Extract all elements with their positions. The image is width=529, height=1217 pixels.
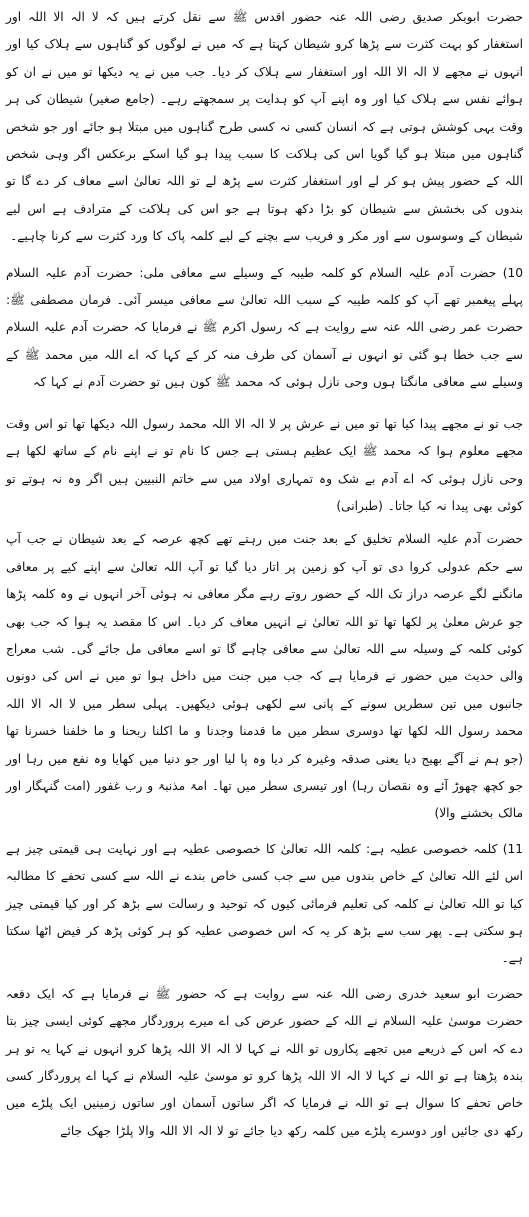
paragraph-kalima-special-gift: 11) کلمہ خصوصی عطیہ ہے: کلمہ اللہ تعالیٰ کا خصوصی عطیہ ہے اور نہایت ہی قیمتی چیز ہے اس لئے اللہ تعالیٰ کے خاص بندوں میں سے جب کسی خاص بندے نے اللہ سے کسی تحفے کا مطالبہ کیا تو اللہ تعالیٰ نے کلمہ کی تعلیم فرمائی کیوں کہ توحید و رسالت سے بڑھ کر اور کیا قیمتی چیز ہو سکتی ہے۔ پھر سب سے بڑھ کر یہ کہ اس خصوصی عطیہ کو ہر کوئی پڑھ کر فیض اٹھا سکتا ہے۔ <box>6 841 523 966</box>
paragraph-arsh-inscription: جب تو نے مجھے پیدا کیا تھا تو میں نے عرش پر لا الہ الا اللہ محمد رسول اللہ دیکھا تھا تو اس وقت مجھے معلوم ہوا کہ محمد ﷺ ایک عظیم ہستی ہے جس کا نام تو نے اپنے نام کے ساتھ لکھا ہے وحی نازل ہوئی کہ اے آدم بے شک وہ تمہاری اولاد میں سے خاتم النبیین ہیں اگر وہ نہ ہوتے تو کوئی بھی پیدا نہ کیا جاتا۔ (طبرانی) <box>6 416 523 513</box>
paragraph-adam-kalima-forgiveness: 10) حضرت آدم علیہ السلام کو کلمہ طیبہ کے وسیلے سے معافی ملی: حضرت آدم علیہ السلام پہلے پیغمبر تھے آپ کو کلمہ طیبہ کے سبب اللہ تعالیٰ سے معافی میسر آئی۔ فرمان مصطفی ﷺ: حضرت عمر رضی اللہ عنہ سے روایت ہے کہ رسول اکرم ﷺ نے فرمایا کہ حضرت آدم علیہ السلام سے جب خطا ہو گئی تو انہوں نے آسمان کی طرف منہ کر کے کہا کہ اے اللہ میں محمد ﷺ کے وسیلے سے معافی مانگتا ہوں وحی نازل ہوئی کہ محمد ﷺ کون ہیں تو حضرت آدم نے کہا کہ <box>6 265 523 390</box>
paragraph-musa-hadith: حضرت ابو سعید خدری رضی اللہ عنہ سے روایت ہے کہ حضور ﷺ نے فرمایا ہے کہ ایک دفعہ حضرت موسیٰ علیہ السلام نے اللہ کے حضور عرض کی اے میرے پروردگار مجھے کوئی ایسی چیز بتا دے کہ اس کے ذریعے میں تجھے پکاروں تو اللہ نے کہا لا الہ الا اللہ پڑھا کرو انہوں نے کہا یہ تو ہر بندہ پڑھتا ہے تو اللہ نے کہا لا الہ الا اللہ پڑھا کرو تو موسیٰ علیہ السلام نے کہا اے پروردگار کسی خاص تحفے کا سوال ہے تو اللہ نے فرمایا کہ اگر ساتوں آسمان اور ساتوں زمینیں ایک پلڑے میں رکھ دی جائیں اور دوسرے پلڑے میں کلمہ رکھ دیا جائے تو لا الہ الا اللہ والا پلڑا جھک جائے <box>6 986 523 1138</box>
paragraph-abu-bakr-hadith: حضرت ابوبکر صدیق رضی اللہ عنہ حضور اقدس ﷺ سے نقل کرتے ہیں کہ لا الہ الا اللہ اور استغفار کو بہت کثرت سے پڑھا کرو شیطان کہتا ہے کہ میں نے لوگوں کو گناہوں سے ہلاک کیا اور انہوں نے مجھے لا الہ الا اللہ اور استغفار سے ہلاک کر دیا۔ جب میں نے یہ دیکھا تو میں نے ان کو ہوائے نفس سے ہلاک کیا اور وہ اپنے آپ کو ہدایت پر سمجھتے رہے۔ (جامع صغیر) شیطان کی ہر وقت یہی کوشش ہوتی ہے کہ انسان کسی نہ کسی طرح گناہوں میں مبتلا ہو جائے اور جو شخص گناہوں میں مبتلا ہو گیا گویا اس کی ہلاکت کا سبب پیدا ہو گیا اسکے برعکس اگر وہی شخص اللہ کے حضور پیش ہو کر لے اور استغفار کثرت سے پڑھ لے تو اللہ تعالیٰ اسے معاف کر دے گا تو بندوں کی بخشش سے شیطان کو بڑا دکھ ہوتا ہے جو اس کی ہلاکت کے مترادف ہے اس لیے شیطان کے وسوسوں سے اور مکر و فریب سے بچنے کے لیے کلمہ پاک کا ورد کثرت سے کرنا چاہیے۔ <box>6 10 523 244</box>
paragraph-adam-paradise-miraj: حضرت آدم علیہ السلام تخلیق کے بعد جنت میں رہتے تھے کچھ عرصہ کے بعد شیطان نے جب آپ سے حکم عدولی کروا دی تو آپ کو زمین پر اتار دیا گیا تو آپ اللہ تعالیٰ سے اپنے کیے پر معافی مانگنے لگے عرصہ دراز تک اللہ کے حضور روتے رہے مگر معافی نہ ہوئی آخر انہوں نے وہ کلمہ پڑھا جو عرش معلیٰ پر لکھا تھا تو اللہ تعالیٰ نے انہیں معاف کر دیا۔ اس کا مقصد یہ ہوا کہ جب بھی کوئی کلمہ کے وسیلہ سے اللہ تعالیٰ سے معافی چاہے گا تو اسے معافی مل جائے گی۔ شب معراج والی حدیث میں حضور نے فرمایا ہے کہ جب میں جنت میں داخل ہوا تو میں نے اس کی دونوں جانبوں میں تین سطریں سونے کے پانی سے لکھی ہوئی دیکھیں۔ پہلی سطر میں لا الہ الا اللہ محمد رسول اللہ لکھا تھا دوسری سطر میں ما قدمنا وجدنا و ما اکلنا ربحنا و ما خلفنا خسرنا تھا (جو ہم نے آگے بھیج دیا یعنی صدقہ وغیرہ کر دیا وہ پا لیا اور جو دنیا میں کھایا وہ نفع میں رہا اور جو کچھ چھوڑ آئے وہ نقصان رہا) اور تیسری سطر میں تھا۔ امۃ مذنبۃ و رب غفور (امت گنہگار اور مالک بخشنے والا) <box>6 532 523 821</box>
